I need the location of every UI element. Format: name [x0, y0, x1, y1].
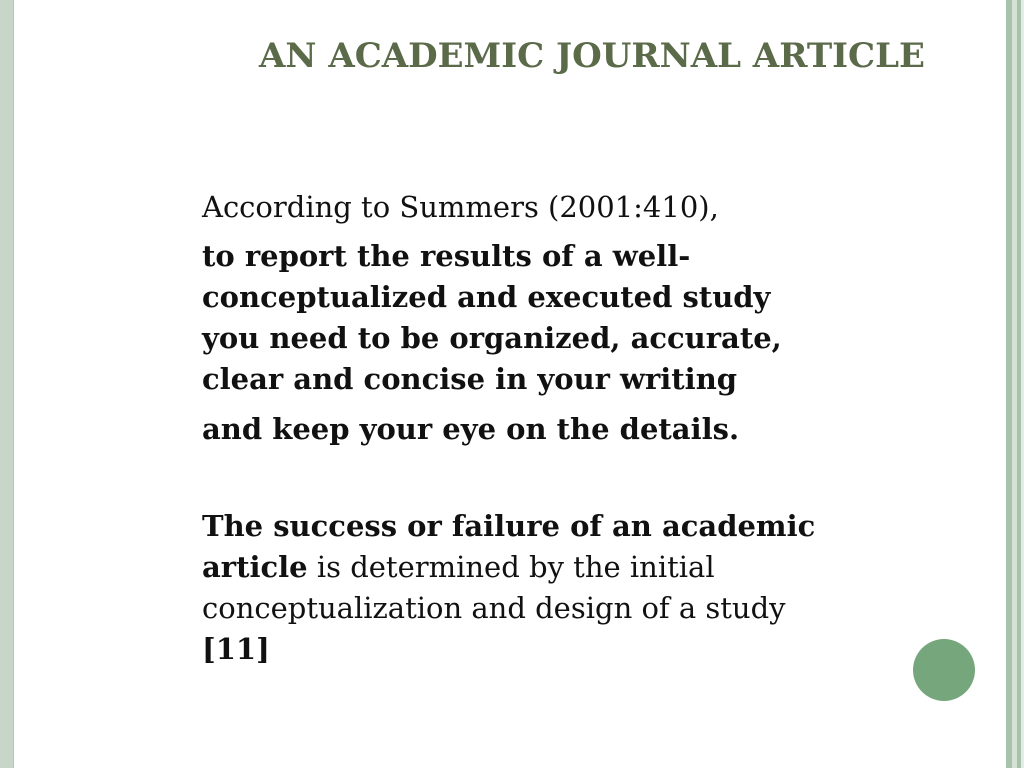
citation: [11]	[202, 632, 270, 666]
quote-line: you need to be organized, accurate,	[202, 321, 782, 355]
quote-line: conceptualized and executed study	[202, 280, 771, 314]
second-paragraph	[202, 506, 902, 670]
quote-block	[202, 236, 902, 400]
bold-word: article	[202, 550, 308, 584]
paragraph-line	[202, 547, 902, 588]
quote-line: to report the results of a well-	[202, 239, 691, 273]
paragraph-line: conceptualization and design of a study	[202, 591, 786, 625]
quote-tail: and keep your eye on the details.	[202, 412, 740, 446]
left-border	[0, 0, 14, 768]
right-border	[976, 0, 1024, 768]
paragraph-text: is determined by the initial	[307, 550, 715, 584]
paragraph-line: The success or failure of an academic	[202, 509, 816, 543]
quote-line: clear and concise in your writing	[202, 362, 738, 396]
slide-title: AN ACADEMIC JOURNAL ARTICLE	[259, 36, 925, 76]
slide-body	[202, 186, 902, 670]
decorative-circle	[913, 639, 975, 701]
intro-line: According to Summers (2001:410),	[202, 190, 719, 224]
